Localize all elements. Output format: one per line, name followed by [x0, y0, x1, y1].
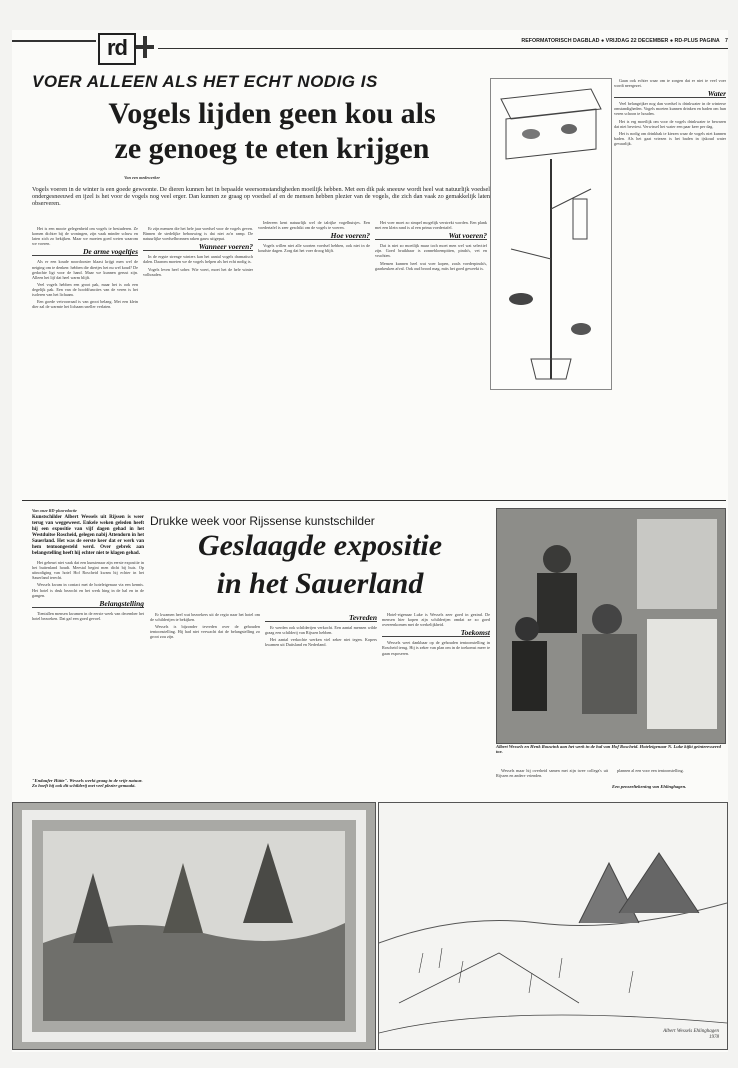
article1-lead: Vogels voeren in de winter is een goede gewoonte. De dieren kunnen het in bepaalde weersomstandigheden moeilijk hebben. Met een dik pak sneeuw wordt heel wat natuurlijk voedsel ondergesneeuwd en ijzel is het voor de vogels nog veel erger. Dan kunnen ze graag op voedsel af en de mensen hebben plezier van de vogels, die zich dan vaak zo gemakkelijk laten observeren.: [32, 186, 490, 208]
article-divider: [22, 500, 726, 501]
article1-body-6: In de ergste strenge winters kan het aantal vogels dramatisch dalen. Daarom moeten we de vogels helpen als het echt nodig is.: [143, 254, 253, 265]
article1-body-1: Het is een mooie gelegenheid om vogels te bestuderen. Ze komen dichter bij de woningen, zijn vaak minder schuw en laten zich zo bekijken. Maar we moeten goed weten waarom we voeren.: [32, 226, 138, 247]
article2-body-11: plannen al een voor een tentoonstelling.: [617, 768, 684, 773]
article2-headline-2: in het Sauerland: [216, 567, 424, 600]
subhead-water: Water: [614, 91, 726, 98]
article2-body-9: Wessels weet dankbaar op de gehouden tentoonstelling in Roscheid terug. Hij is zeker van plan om in de toekomst meer te gaan exposeren.: [382, 640, 490, 656]
subhead-wat-voeren: Wat voeren?: [375, 233, 487, 240]
photo2-caption: Een penseeltekening van Ehlinghagen.: [612, 784, 687, 789]
pen-drawing: [378, 802, 728, 1050]
article2-headline-1: Geslaagde expositie: [197, 529, 443, 562]
artists-photo: [496, 508, 726, 744]
article2-col-c: [265, 612, 377, 787]
painting-photo: [12, 802, 376, 1050]
article2-body-7: Het aantal verkochte werken viel zeker niet tegen. Kopers kwamen uit Duitsland en Nederland.: [265, 637, 377, 648]
drawing-signature: Albert Wessels Ehlinghagen 1978: [663, 1029, 719, 1040]
paper-name: REFORMATORISCH DAGBLAD: [521, 38, 600, 44]
article2-body-8: Hotel-eigenaar Luke is Wessels zeer goed in gezind. De mensen hier kopen zijn schilderijen omdat ze zo goed overeenkomen met de werkelijkheid.: [382, 612, 490, 628]
article1-body-12: Mensen kunnen heel wat voer kopen, zoals voederpinda's, gaarkeuken afval. Ook oud brood mag, mits het goed geweekt is.: [375, 260, 487, 271]
article2-body-2: Wessels kwam in contact met de hoteleigenaar via een kennis. Het hotel is druk bezocht en het werk hing in de hal en in de gangen.: [32, 582, 144, 598]
article1-body-5a: Er zijn mensen die het hele jaar voedsel voor de vogels geven. Binnen de stedelijke bebouwing is dat niet zo'n ramp. De natuurlijke voedselbronnen raken gauw uitgeput.: [143, 226, 253, 242]
article2-body-1: Het gebeurt niet vaak dat een kunstenaar zijn eerste expositie in het buitenland houdt. Meestal begint men dicht bij huis. Op uitnodiging van hotel Hof Roscheid kwam hij echter in het Sauerland terecht.: [32, 560, 144, 581]
masthead-rule-top: [12, 40, 96, 42]
section-name: RD-PLUS PAGINA: [674, 38, 720, 44]
issue-date: VRIJDAG 22 DECEMBER: [605, 38, 669, 44]
article2-body-5a: Wessels is bijzonder tevreden over de gehouden tentoonstelling. Hij had niet verwacht dat de belangstelling zo groot zou zijn.: [150, 624, 260, 640]
article1-body-8a: Iedereen kent natuurlijk wel de talrijke vogelhuisjes. Een voedertafel is zeer geschikt om de vogels te voeren.: [258, 220, 370, 231]
subhead-tevreden: Tevreden: [265, 615, 377, 622]
article1-headline-1: Vogels lijden geen kou als: [108, 97, 436, 130]
page-number: 7: [725, 38, 728, 44]
bullet-icon: ●: [600, 38, 605, 44]
article1-col-b: [143, 226, 253, 491]
article2-col-e: [496, 768, 608, 798]
article1-body-3: Veel vogels hebben een groot pak, maar het is ook een degelijk pak. Een van de hoofdfuncties van de veren is het isoleren van het lichaam.: [32, 281, 138, 298]
article1-body-13: Gaan ook echter waar om te zorgen dat er niet te veel voer wordt neergezet.: [614, 78, 726, 89]
article1-col-e: [614, 78, 726, 490]
article1-body-4: Een goede vetvoorraad is van groot belang. Met een klein dier zal de warmte het lichaam sneller verlaten.: [32, 299, 138, 310]
newspaper-page: [12, 30, 728, 1052]
rd-logo-cross: [136, 36, 154, 58]
article1-body-9: Vogels willen niet alle soorten voedsel hebben, ook niet in de koudste dagen. Zorg dat het voer droog blijft.: [258, 243, 370, 254]
bullet-icon: ●: [669, 38, 674, 44]
masthead-rule-right: [158, 48, 728, 49]
article2-byline: Van onze RD-plusredactie: [32, 508, 77, 513]
article1-body-11: Dat is niet zo moeilijk maar toch moet men wel wat selectief zijn. Goed bruikbaar is zonnebloempitten, pinda's, vet en vruchten.: [375, 243, 487, 259]
article2-col-a: [32, 508, 144, 800]
article1-col-a: [32, 226, 138, 491]
photo1-caption: Albert Wessels en Henk Rouwink aan het werk in de hal van Hof Roscheid. Hoteleigenaar N. Luke kijkt geïnteresseerd toe.: [496, 744, 721, 755]
article2-body-3: Er kwamen heel wat bezoekers uit de regio naar het hotel om de schilderijen te bekijken.: [150, 612, 260, 623]
article2-body-6: Er werden ook schilderijen verkocht. Een aantal mensen wilde graag een schilderij van Rijssen hebben.: [265, 625, 377, 636]
bird-feeder-illustration: [490, 78, 612, 390]
article1-body-2: Als er een koude noordooster blaast krijgt men wel de neiging om te denken: hebben die diertjes het nu wel koud? De gedachte ligt voor de hand. Maar we kunnen gerust zijn. Alleen het lijf dat heel warm blijft.: [32, 259, 138, 280]
article1-col-d: [375, 220, 487, 490]
article2-col-b: [150, 612, 260, 787]
article2-body-10: Wessels maar hij overheid samen met zijn twee collega's uit Rijssen en andere vrienden.: [496, 768, 608, 779]
subhead-wanneer-voeren: Wanneer voeren?: [143, 244, 253, 251]
photo3-caption: "Endaufer Hütte". Wessels werkt graag in de vrije natuur. Zo hoeft hij ook dit schilderij met veel plezier gemaakt.: [32, 778, 143, 789]
article1-kicker: VOER ALLEEN ALS HET ECHT NODIG IS: [32, 72, 378, 91]
article2-intro: Kunstschilder Albert Wessels uit Rijssen is weer terug van weggeweest. Enkele weken geleden heeft hij een expositie van vijf dagen gehad in het Westduitse Roscheid, gelegen nabij Attendorn in het Sauerland. Het was de eerste keer dat er werk van hem tentoongesteld werd. Over gebrek aan belangstelling heeft hij echter niet te klagen gehad.: [32, 515, 144, 557]
article1-body-14: Veel belangrijker nog dan voedsel is drinkwater in de winterse omstandigheden. Vogels moeten kunnen drinken en baden om hun veren schoon te houden.: [614, 101, 726, 117]
article1-body-15: Het is erg moeilijk om voor de vogels drinkwater te bewaren dat niet bevriest. Verwissel het water een paar keer per dag.: [614, 118, 726, 129]
article1-headline-2: ze genoeg te eten krijgen: [114, 132, 430, 165]
subhead-arme-vogeltjes: De arme vogeltjes: [32, 249, 138, 256]
article2-body-4: Tientallen mensen kwamen in de eerste week van december het hotel bezoeken. Dat gaf een goed gevoel.: [32, 610, 144, 621]
subhead-belangstelling: Belangstelling: [32, 601, 144, 608]
article2-kicker: Drukke week voor Rijssense kunstschilder: [150, 514, 375, 528]
article1-byline: Van een medewerker: [124, 175, 160, 180]
masthead: [12, 30, 728, 62]
article2-col-f: [612, 768, 724, 784]
article1-body-7: Vogels leven heel sober. Wie voert, moet het de hele winter volhouden.: [143, 266, 253, 277]
subhead-hoe-voeren: Hoe voeren?: [258, 233, 370, 240]
article2-col-d: [382, 612, 490, 787]
masthead-line: [492, 38, 728, 44]
rd-logo: rd: [98, 33, 136, 65]
subhead-toekomst: Toekomst: [382, 630, 490, 637]
article1-body-16: Het is nodig om drinkbak te kiezen waar de vogels niet kunnen baden. Als het gaat vriezen is het baden in ijskoud water gevaarlijk.: [614, 130, 726, 146]
article1-body-10: Het voer moet zo simpel mogelijk verstrekt worden. Een plank met een klein rand is al een prima voedertafel.: [375, 220, 487, 231]
article1-col-c: [258, 220, 370, 490]
